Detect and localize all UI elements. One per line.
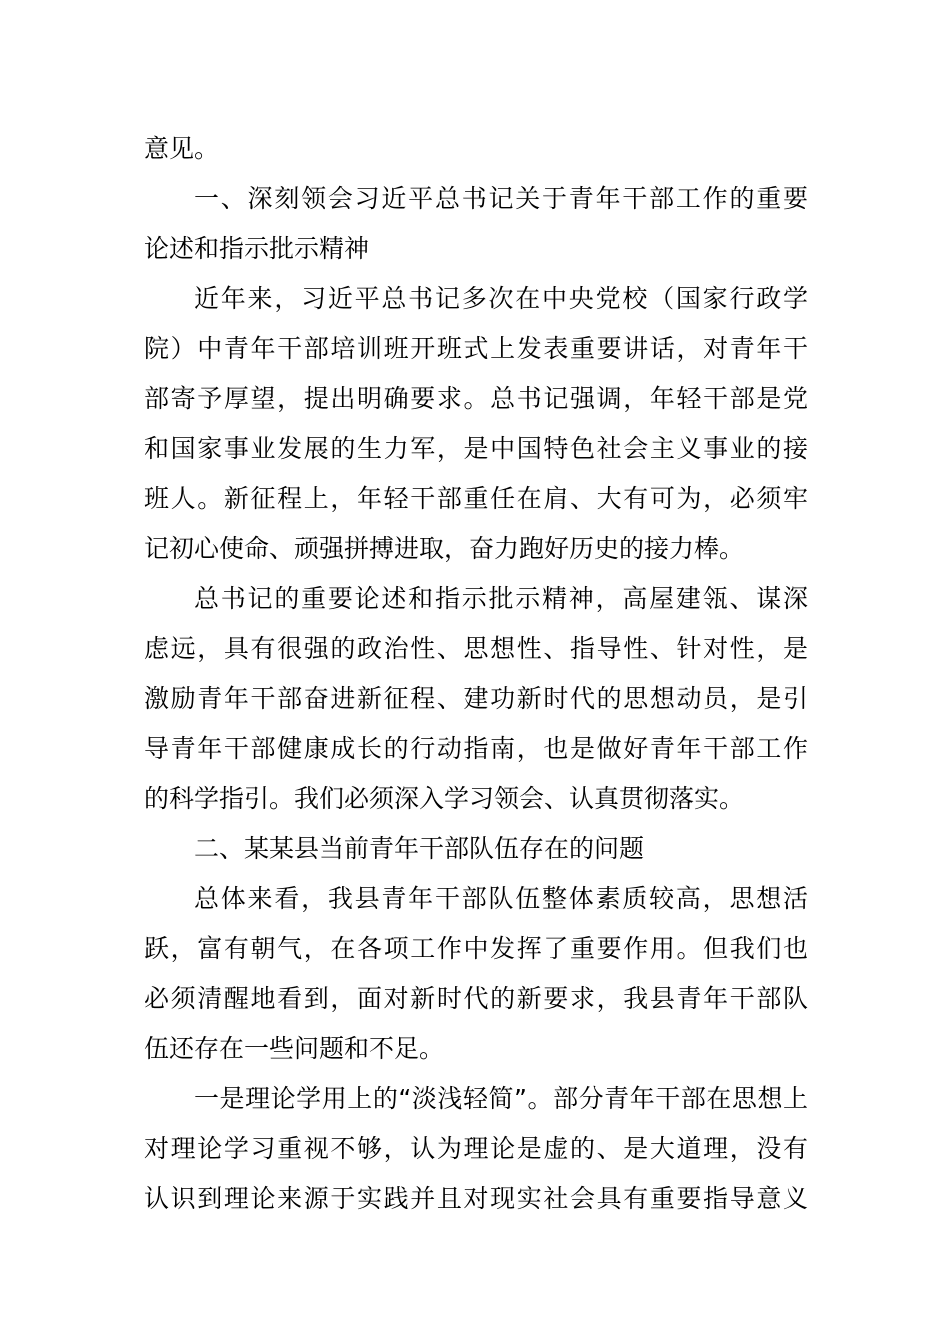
text-line: 总书记的重要论述和指示批示精神，高屋建瓴、谋深 <box>194 584 808 613</box>
section-heading-1: 一、深刻领会习近平总书记关于青年干部工作的重要 <box>194 184 808 213</box>
text-line: 总体来看，我县青年干部队伍整体素质较高，思想活 <box>194 884 808 913</box>
text-line: 近年来，习近平总书记多次在中央党校（国家行政学 <box>194 284 808 313</box>
text-line: 班人。新征程上，年轻干部重任在肩、大有可为，必须牢 <box>144 484 808 513</box>
text-line: 导青年干部健康成长的行动指南，也是做好青年干部工作 <box>144 734 808 763</box>
text-line: 院）中青年干部培训班开班式上发表重要讲话，对青年干 <box>144 334 808 363</box>
text-line: 的科学指引。我们必须深入学习领会、认真贯彻落实。 <box>144 784 745 813</box>
text-line: 一是理论学用上的“淡浅轻简”。部分青年干部在思想上 <box>194 1084 808 1113</box>
text-line: 认识到理论来源于实践并且对现实社会具有重要指导意义 <box>144 1184 808 1213</box>
text-line: 跃，富有朝气，在各项工作中发挥了重要作用。但我们也 <box>144 934 808 963</box>
text-line: 对理论学习重视不够，认为理论是虚的、是大道理，没有 <box>144 1134 808 1163</box>
text-line: 必须清醒地看到，面对新时代的新要求，我县青年干部队 <box>144 984 808 1013</box>
text-line: 部寄予厚望，提出明确要求。总书记强调，年轻干部是党 <box>144 384 808 413</box>
text-line: 记初心使命、顽强拼搏进取，奋力跑好历史的接力棒。 <box>144 534 745 563</box>
text-line: 虑远，具有很强的政治性、思想性、指导性、针对性，是 <box>144 634 808 663</box>
text-line: 和国家事业发展的生力军，是中国特色社会主义事业的接 <box>144 434 808 463</box>
text-line: 意见。 <box>144 134 220 163</box>
section-heading-2: 二、某某县当前青年干部队伍存在的问题 <box>194 834 645 863</box>
section-heading-1-cont: 论述和指示批示精神 <box>144 234 370 263</box>
text-line: 伍还存在一些问题和不足。 <box>144 1034 445 1063</box>
text-line: 激励青年干部奋进新征程、建功新时代的思想动员，是引 <box>144 684 808 713</box>
